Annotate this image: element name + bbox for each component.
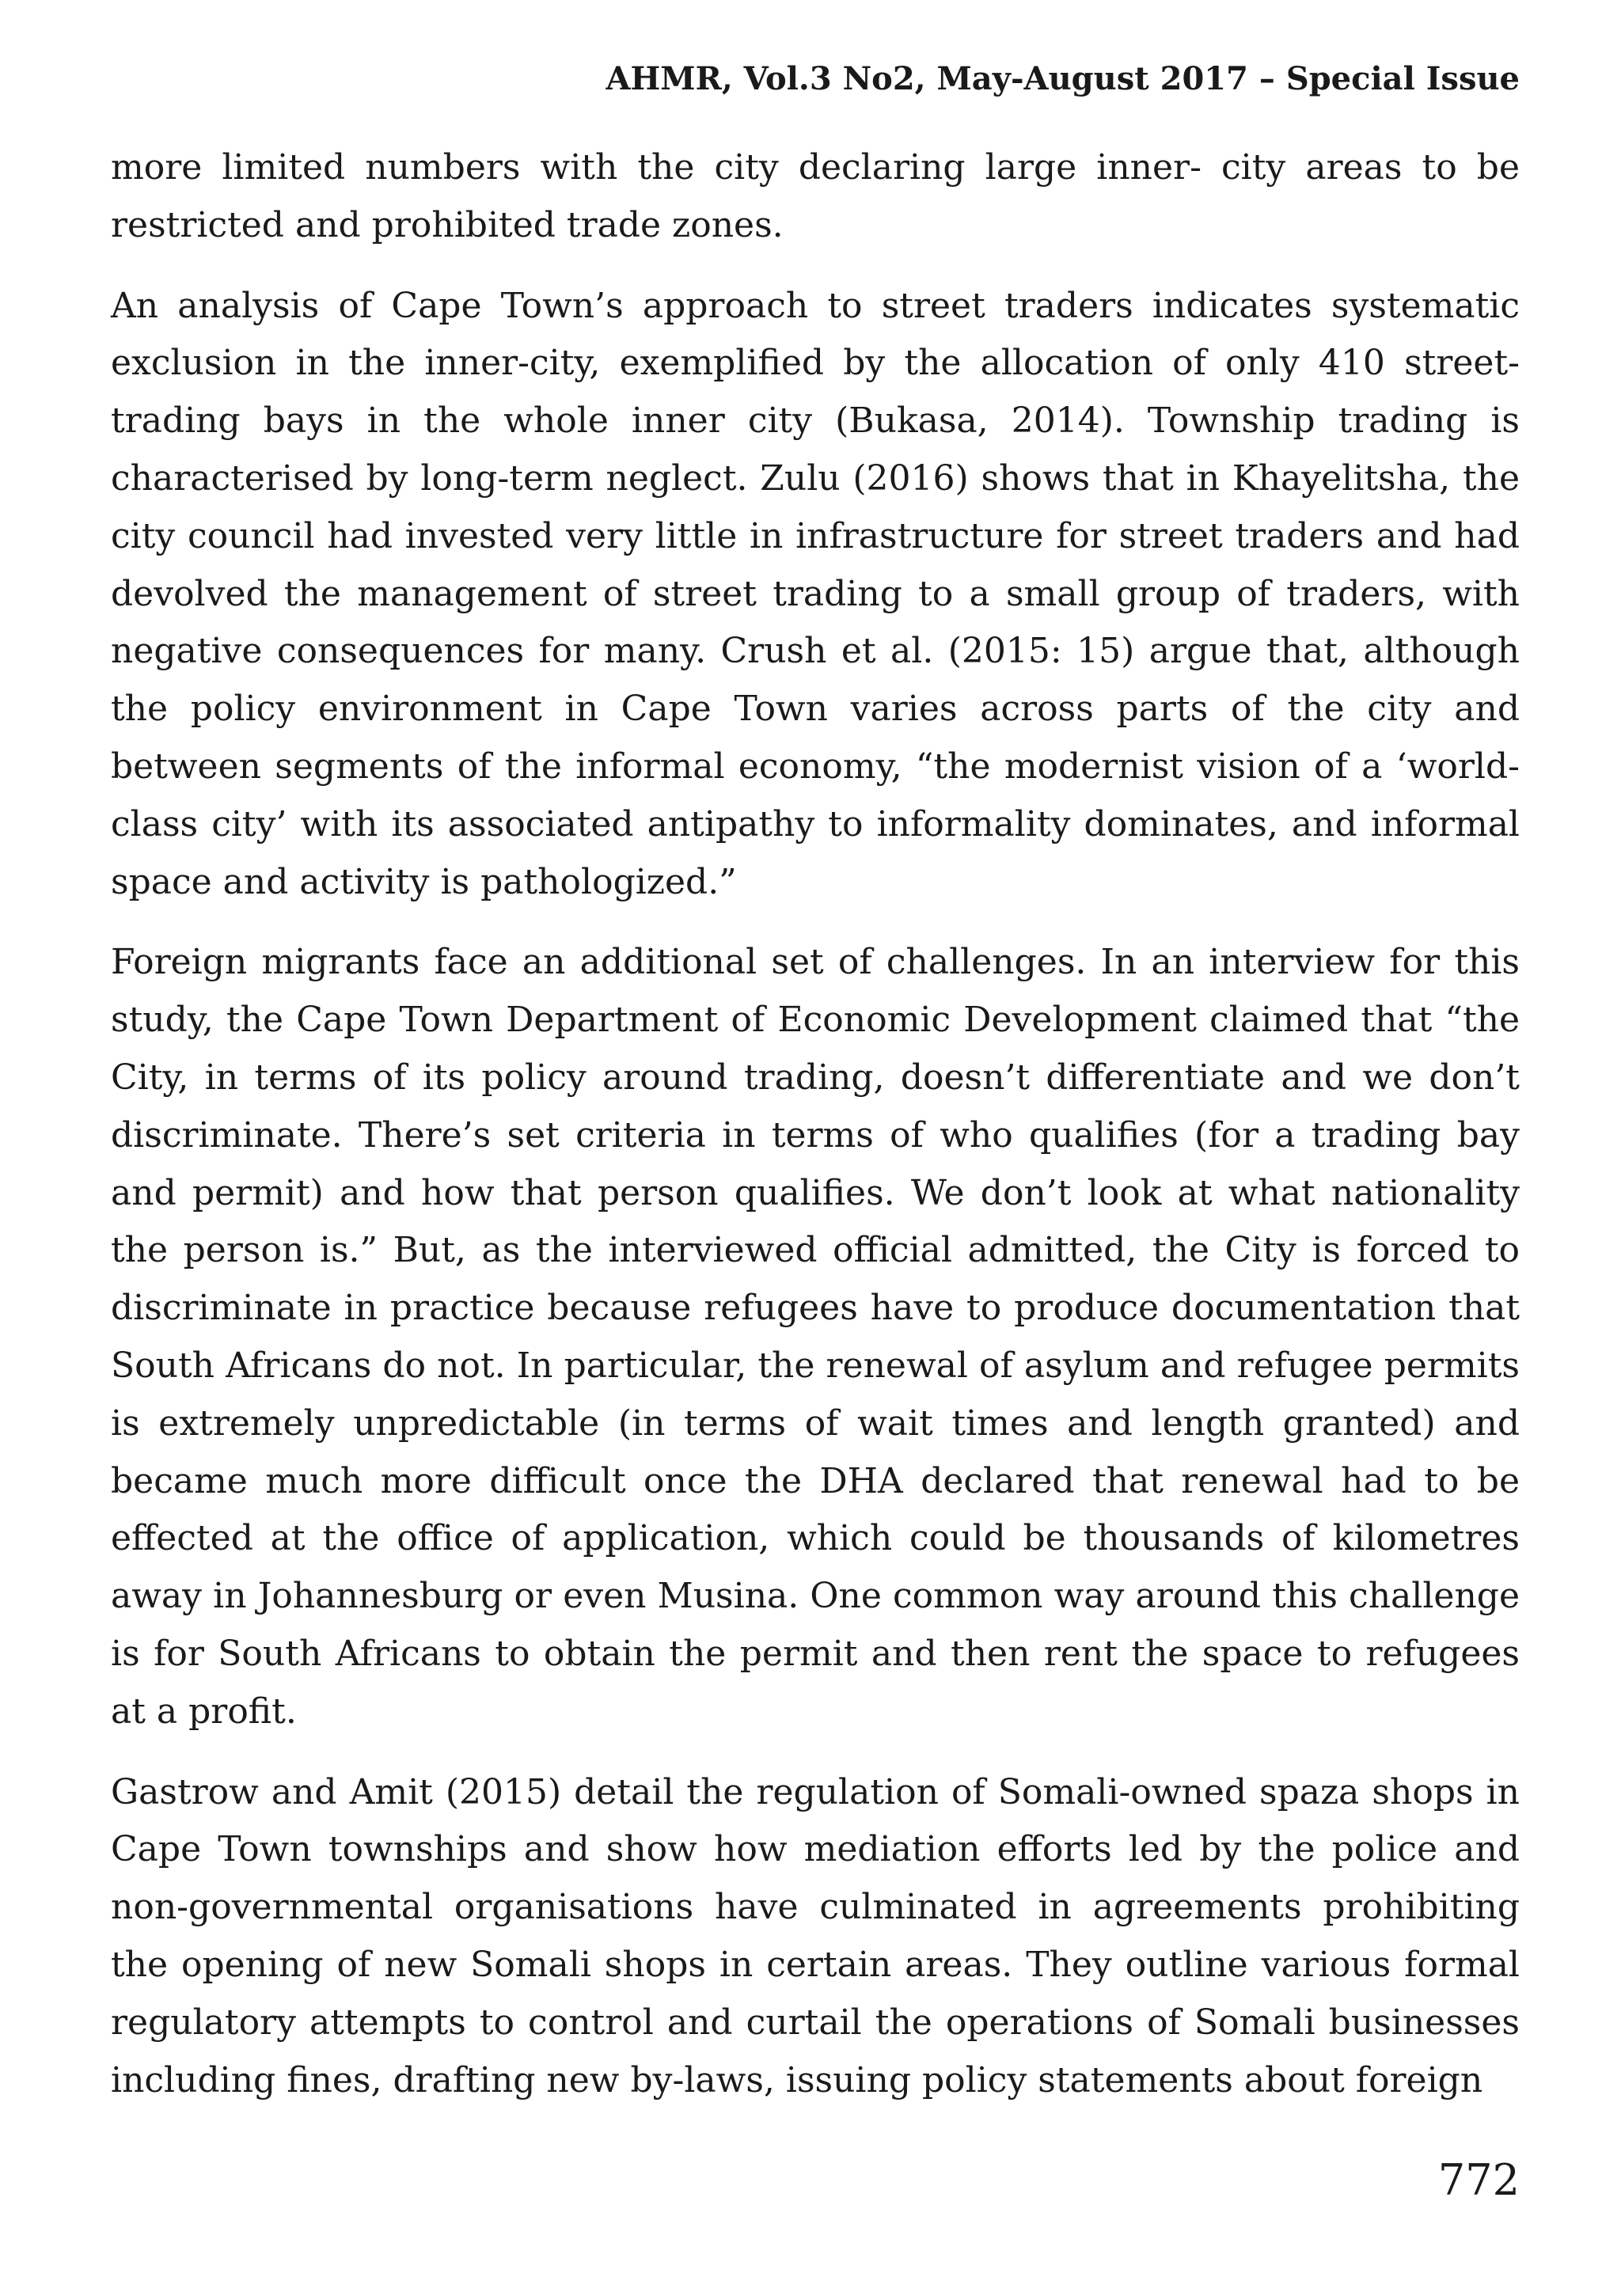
- paragraph-3: Foreign migrants face an additional set of challenges. In an interview for this study, the Cape Town Department of Economic Development claimed that “the City, in terms of its policy around trading, doesn’t differentiate and we don’t discriminate. There’s set criteria in terms of who qualifies (for a trading bay and permit) and how that person qualifies. We don’t look at what nationality the person is.” But, as the interviewed official admitted, the City is forced to discriminate in practice because refugees have to produce documentation that South Africans do not. In particular, the renewal of asylum and refugee permits is extremely unpredictable (in terms of wait times and length granted) and became much more difficult once the DHA declared that renewal had to be effected at the office of application, which could be thousands of kilometres away in Johannesburg or even Musina. One common way around this challenge is for South Africans to obtain the permit and then rent the space to refugees at a profit.: [111, 942, 1520, 1732]
- paragraph-1: more limited numbers with the city declaring large inner- city areas to be restricted and prohibited trade zones.: [111, 147, 1520, 245]
- paragraph-2: An analysis of Cape Town’s approach to street traders indicates systematic exclusion in the inner-city, exemplified by the allocation of only 410 street-trading bays in the whole inner city (Bukasa, 2014). Township trading is characterised by long-term neglect. Zulu (2016) shows that in Khayelitsha, the city council had invested very little in infrastructure for street traders and had devolved the management of street trading to a small group of traders, with negative consequences for many. Crush et al. (2015: 15) argue that, although the policy environment in Cape Town varies across parts of the city and between segments of the informal economy, “the modernist vision of a ‘world-class city’ with its associated antipathy to informality dominates, and informal space and activity is pathologized.”: [111, 285, 1520, 902]
- article-body: [111, 139, 1520, 2132]
- running-header: AHMR, Vol.3 No2, May-August 2017 – Special Issue: [606, 60, 1520, 97]
- paragraph-4: Gastrow and Amit (2015) detail the regulation of Somali-owned spaza shops in Cape Town townships and show how mediation efforts led by the police and non-governmental organisations have culminated in agreements prohibiting the opening of new Somali shops in certain areas. They outline various formal regulatory attempts to control and curtail the operations of Somali businesses including fines, drafting new by-laws, issuing policy statements about foreign: [111, 1771, 1520, 2101]
- page-number: 772: [1437, 2155, 1520, 2205]
